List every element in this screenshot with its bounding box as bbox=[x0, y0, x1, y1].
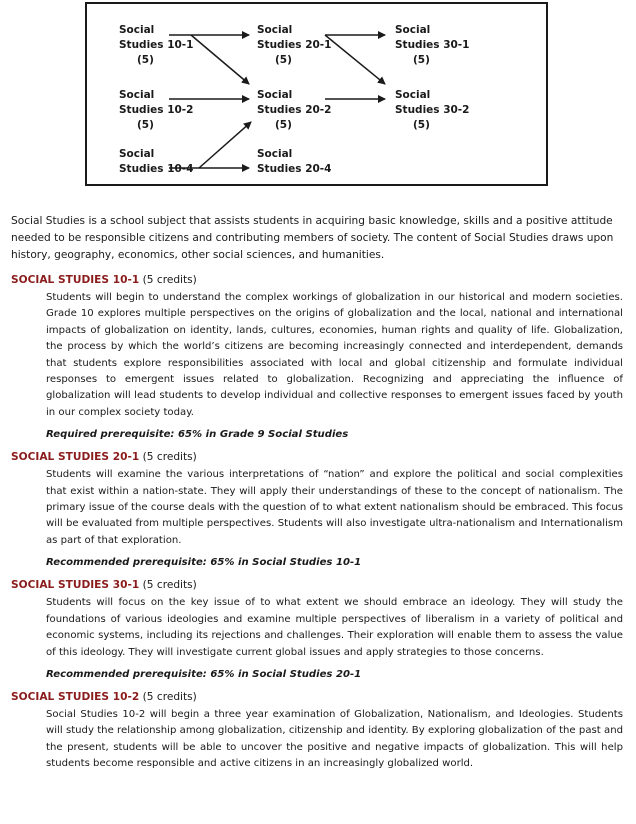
course-credits: (5 credits) bbox=[142, 579, 197, 592]
course-pathway-diagram bbox=[85, 2, 548, 186]
course-title: SOCIAL STUDIES 30-1 bbox=[11, 579, 140, 592]
course-social-studies-10-1 bbox=[11, 272, 623, 443]
node-credits: (5) bbox=[137, 119, 154, 131]
node-line2: Studies 20-2 bbox=[257, 104, 332, 116]
node-credits: (5) bbox=[275, 119, 292, 131]
node-line1: Social bbox=[257, 89, 293, 101]
node-line2: Studies 10-2 bbox=[119, 104, 194, 116]
node-line2: Studies 30-2 bbox=[395, 104, 470, 116]
node-social-studies-20-4 bbox=[257, 147, 331, 177]
node-line2: Studies 10-1 bbox=[119, 39, 194, 51]
node-social-studies-10-2 bbox=[119, 88, 193, 133]
course-prerequisite: Recommended prerequisite: 65% in Social Studies 10-1 bbox=[46, 557, 362, 569]
node-social-studies-20-2 bbox=[257, 88, 331, 133]
node-line2: Studies 10-4 bbox=[119, 163, 194, 175]
arrow-20-1-to-30-2 bbox=[325, 35, 385, 84]
course-credits: (5 credits) bbox=[142, 690, 197, 703]
node-social-studies-30-1 bbox=[395, 23, 469, 68]
node-line1: Social bbox=[257, 148, 293, 160]
course-description: Social Studies 10-2 will begin a three year examination of Globalization, Nationalism, and Ideologies. Students will study the relationship among globalization, citizenship and identity. By exploring globalization of the past and the present, students will be able to uncover the positive and negative impacts of globalization. This will help students become responsible and active citizens in an increasingly globalized world. bbox=[46, 708, 623, 770]
course-description: Students will examine the various interpretations of “nation” and explore the political and social complexities that exist within a nation-state. They will apply their understandings of these to the concept of nationalism. The primary issue of the course deals with the question of to what extent nationalism should be embraced. This focus will be evaluated from multiple perspectives. Students will also investigate ultra-nationalism and Internationalism as part of that exploration. bbox=[46, 469, 623, 546]
course-title: SOCIAL STUDIES 20-1 bbox=[11, 451, 140, 464]
node-credits: (5) bbox=[275, 54, 292, 66]
node-social-studies-30-2 bbox=[395, 88, 469, 133]
node-line1: Social bbox=[395, 24, 431, 36]
course-heading bbox=[11, 449, 623, 465]
course-heading bbox=[11, 577, 623, 593]
course-credits: (5 credits) bbox=[142, 274, 197, 286]
course-description: Students will begin to understand the complex workings of globalization in our historical and modern societies. Grade 10 explores multiple perspectives on the origins of globalization and the local, national and international impacts of globalization on identity, lands, cultures, economies, human rights and quality of life. Globalization, the process by which the world’s citizens are becoming increasingly connected and interdependent, demands that students explore responsibilities associated with local and global citizenship and formulate individual responses to emergent issues related to globalization. Recognizing and appreciating the influence of globalization will lead students to develop individual and collective responses to emergent issues faced by youth in our complex society today. bbox=[46, 292, 623, 418]
node-line2: Studies 20-1 bbox=[257, 39, 332, 51]
intro-paragraph: Social Studies is a school subject that assists students in acquiring basic knowledge, skills and a positive attitude needed to be responsible citizens and contributing members of society. The content of Social Studies draws upon history, geography, economics, other social sciences, and humanities. bbox=[11, 215, 614, 261]
node-social-studies-10-4 bbox=[119, 147, 193, 177]
course-prerequisite: Recommended prerequisite: 65% in Social Studies 20-1 bbox=[46, 668, 362, 680]
course-social-studies-30-1 bbox=[11, 577, 623, 683]
node-social-studies-20-1 bbox=[257, 23, 331, 68]
course-heading bbox=[11, 689, 623, 705]
node-credits: (5) bbox=[137, 54, 154, 66]
arrow-10-4-to-20-2 bbox=[199, 122, 251, 168]
node-credits: (5) bbox=[413, 54, 430, 66]
course-social-studies-10-2 bbox=[11, 689, 623, 773]
node-line2: Studies 20-4 bbox=[257, 163, 332, 175]
course-title: SOCIAL STUDIES 10-1 bbox=[11, 274, 140, 286]
node-social-studies-10-1 bbox=[119, 23, 193, 68]
course-credits: (5 credits) bbox=[142, 451, 197, 464]
course-social-studies-20-1 bbox=[11, 449, 623, 571]
course-heading bbox=[11, 272, 623, 288]
node-line2: Studies 30-1 bbox=[395, 39, 470, 51]
course-description: Students will focus on the key issue of to what extent we should embrace an ideology. They will study the foundations of various ideologies and examine multiple perspectives of liberalism in a variety of political and economic systems, including its rejections and challenges. Their exploration will enable them to assess the value of this ideology. They will investigate current global issues and apply strategies to those concerns. bbox=[46, 597, 623, 658]
course-prerequisite: Required prerequisite: 65% in Grade 9 Social Studies bbox=[46, 429, 349, 441]
node-line1: Social bbox=[119, 89, 155, 101]
course-list bbox=[11, 272, 623, 779]
arrow-10-1-to-20-2 bbox=[191, 35, 249, 84]
node-line1: Social bbox=[257, 24, 293, 36]
node-credits: (5) bbox=[413, 119, 430, 131]
node-line1: Social bbox=[395, 89, 431, 101]
node-line1: Social bbox=[119, 24, 155, 36]
node-line1: Social bbox=[119, 148, 155, 160]
course-title: SOCIAL STUDIES 10-2 bbox=[11, 690, 140, 703]
